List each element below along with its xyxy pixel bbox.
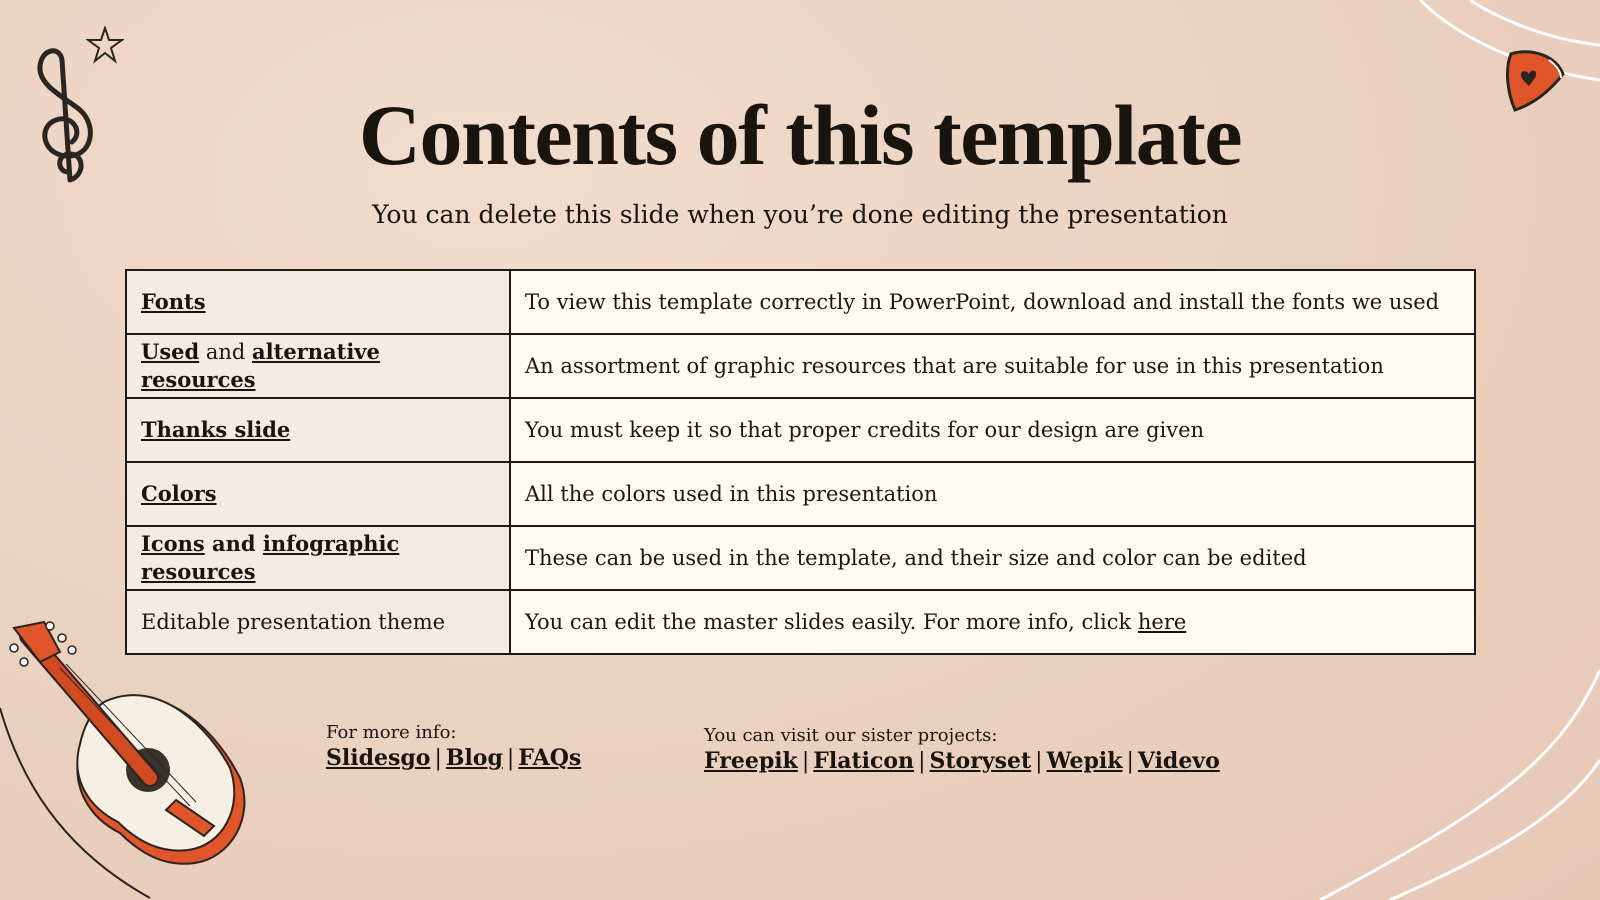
footer-link-storyset[interactable]: Storyset	[929, 748, 1032, 774]
footer-link-slidesgo[interactable]: Slidesgo	[326, 745, 431, 771]
row-label-cell	[126, 462, 510, 526]
row-description-cell	[510, 398, 1475, 462]
row-description-cell	[510, 334, 1475, 398]
resource-link[interactable]: Used	[141, 339, 200, 364]
resource-link[interactable]: Thanks slide	[141, 417, 291, 442]
link-separator: |	[506, 746, 515, 771]
cell-text: Editable presentation theme	[141, 609, 446, 634]
resource-link[interactable]: infographic resources	[141, 531, 400, 584]
cell-text: These can be used in the template, and their size and color can be edited	[525, 545, 1307, 570]
link-separator: |	[1035, 749, 1043, 774]
row-description-cell	[510, 526, 1475, 590]
cell-text: and	[204, 531, 263, 556]
sister-project-links	[704, 748, 1220, 774]
footer-link-flaticon[interactable]: Flaticon	[813, 748, 915, 774]
cell-text: All the colors used in this presentation	[525, 481, 938, 506]
page-title: Contents of this template	[358, 87, 1242, 183]
footer-link-blog[interactable]: Blog	[445, 745, 503, 771]
footer-link-faqs[interactable]: FAQs	[518, 745, 582, 771]
more-info-block	[326, 722, 581, 771]
table-row	[126, 334, 1475, 398]
row-label-cell	[126, 590, 510, 654]
row-label-cell	[126, 270, 510, 334]
link-separator: |	[1126, 749, 1134, 774]
row-label-cell	[126, 526, 510, 590]
more-info-label: For more info:	[326, 722, 457, 743]
resource-link[interactable]: Colors	[141, 481, 217, 506]
more-info-links	[326, 745, 581, 771]
link-separator: |	[801, 749, 810, 774]
cell-text: You can edit the master slides easily. For more info, click	[525, 609, 1138, 634]
sister-projects-label: You can visit our sister projects:	[704, 725, 998, 746]
cell-text: An assortment of graphic resources that are suitable for use in this presentation	[525, 353, 1384, 378]
contents-table	[125, 269, 1476, 655]
resource-link[interactable]: Icons	[141, 531, 205, 556]
footer-link-freepik[interactable]: Freepik	[704, 748, 798, 774]
row-label-cell	[126, 334, 510, 398]
swirl-lines-bottom	[1260, 650, 1600, 900]
row-description-cell	[510, 462, 1475, 526]
resource-link[interactable]: alternative resources	[141, 339, 380, 392]
table-row	[126, 398, 1475, 462]
star-icon	[86, 26, 124, 64]
table-row	[126, 270, 1475, 334]
cell-text: You must keep it so that proper credits for our design are given	[525, 417, 1205, 442]
row-description-cell	[510, 270, 1475, 334]
link-separator: |	[918, 749, 926, 774]
resource-link[interactable]: Fonts	[141, 289, 206, 314]
footer-link-wepik[interactable]: Wepik	[1046, 748, 1123, 774]
row-description-cell	[510, 590, 1475, 654]
table-row	[126, 590, 1475, 654]
guitar-icon	[0, 618, 250, 900]
here-link[interactable]: here	[1137, 609, 1187, 634]
cell-text: and	[199, 340, 253, 364]
link-separator: |	[434, 746, 442, 771]
page-subtitle: You can delete this slide when you’re done editing the presentation	[372, 200, 1228, 229]
table-row	[126, 462, 1475, 526]
footer-link-videvo[interactable]: Videvo	[1137, 748, 1220, 774]
row-label-cell	[126, 398, 510, 462]
sister-projects-block	[704, 725, 1220, 774]
cell-text: To view this template correctly in PowerPoint, download and install the fonts we used	[525, 289, 1440, 314]
table-row	[126, 526, 1475, 590]
